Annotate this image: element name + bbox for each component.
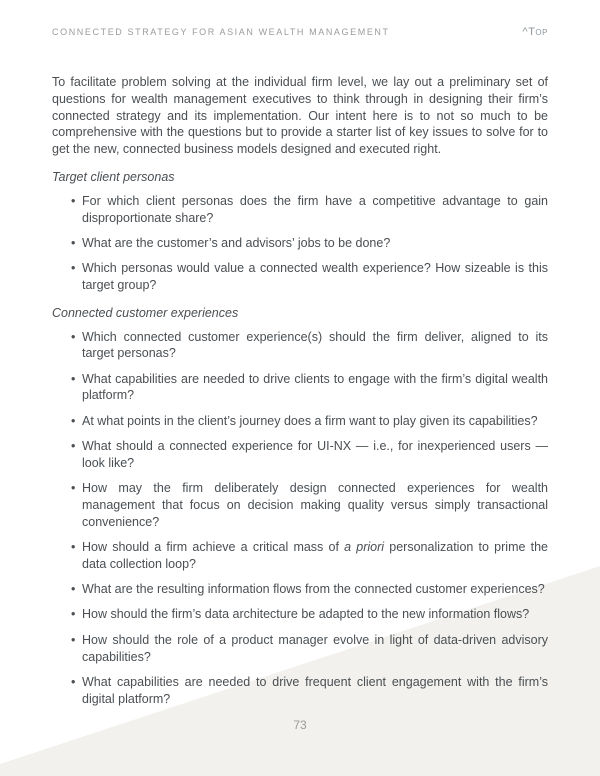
list-item	[71, 539, 548, 573]
page-body	[0, 38, 600, 707]
back-to-top-link[interactable]: ^Top	[522, 26, 548, 38]
list-item	[71, 581, 548, 598]
bullet-text: How should a firm achieve a critical mass of a priori personalization to prime the data collection loop?	[82, 540, 549, 571]
list-item	[71, 606, 548, 623]
content-sections	[52, 169, 548, 707]
list-item	[71, 371, 548, 405]
bullet-marker: •	[71, 235, 76, 250]
intro-paragraph: To facilitate problem solving at the individual firm level, we lay out a preliminary set of questions for wealth management executives to think through in designing their firm’s connected strategy and its implementation. Our intent here is to not so much to be comprehensive with the questions but to provide a starter list of key issues to solve for to get the new, connected business models designed and executed right.	[52, 75, 548, 157]
list-item	[71, 413, 548, 430]
list-item	[71, 260, 548, 294]
list-item	[71, 438, 548, 472]
bullet-text: What capabilities are needed to drive frequent client engagement with the firm’s digital platform?	[82, 674, 548, 706]
bullet-marker: •	[71, 540, 76, 555]
page-footer	[0, 716, 600, 734]
bullet-marker: •	[71, 674, 76, 689]
bullet-marker: •	[71, 632, 76, 647]
page-number: 73	[293, 718, 307, 732]
bullet-text: For which client personas does the firm have a competitive advantage to gain disproportionate share?	[82, 193, 548, 225]
bullet-marker: •	[71, 582, 76, 597]
bullet-text: How should the firm’s data architecture be adapted to the new information flows?	[82, 607, 530, 622]
bullet-marker: •	[71, 439, 76, 454]
bullet-text: What are the customer’s and advisors’ jobs to be done?	[82, 235, 391, 250]
list-item	[71, 632, 548, 666]
list-item	[71, 193, 548, 227]
section-heading: Connected customer experiences	[52, 305, 239, 320]
bullet-text: How may the firm deliberately design connected experiences for wealth management that focus on decision making quality versus simply transactional convenience?	[82, 481, 548, 529]
bullet-marker: •	[71, 329, 76, 344]
bullet-list	[52, 329, 548, 708]
bullet-text: How should the role of a product manager evolve in light of data-driven advisory capabilities?	[82, 632, 548, 664]
list-item	[71, 480, 548, 530]
bullet-marker: •	[71, 413, 76, 428]
bullet-text: Which connected customer experience(s) should the firm deliver, aligned to its target personas?	[82, 329, 548, 361]
list-item	[71, 329, 548, 363]
bullet-marker: •	[71, 607, 76, 622]
bullet-text: What are the resulting information flows from the connected customer experiences?	[82, 582, 545, 597]
bullet-marker: •	[71, 193, 76, 208]
bullet-text: At what points in the client’s journey does a firm want to play given its capabilities?	[82, 413, 538, 428]
running-header-title: CONNECTED STRATEGY FOR ASIAN WEALTH MANAGEMENT	[52, 27, 390, 37]
bullet-text: What should a connected experience for UI-NX — i.e., for inexperienced users — look like?	[82, 439, 548, 470]
bullet-marker: •	[71, 261, 76, 276]
bullet-text: What capabilities are needed to drive clients to engage with the firm’s digital wealth platform?	[82, 371, 548, 403]
bullet-marker: •	[71, 481, 76, 496]
bullet-list	[52, 193, 548, 294]
list-item	[71, 235, 548, 252]
section-heading: Target client personas	[52, 169, 175, 184]
page-header	[0, 0, 600, 38]
bullet-marker: •	[71, 371, 76, 386]
bullet-text: Which personas would value a connected wealth experience? How sizeable is this target group?	[82, 261, 548, 292]
list-item	[71, 674, 548, 708]
